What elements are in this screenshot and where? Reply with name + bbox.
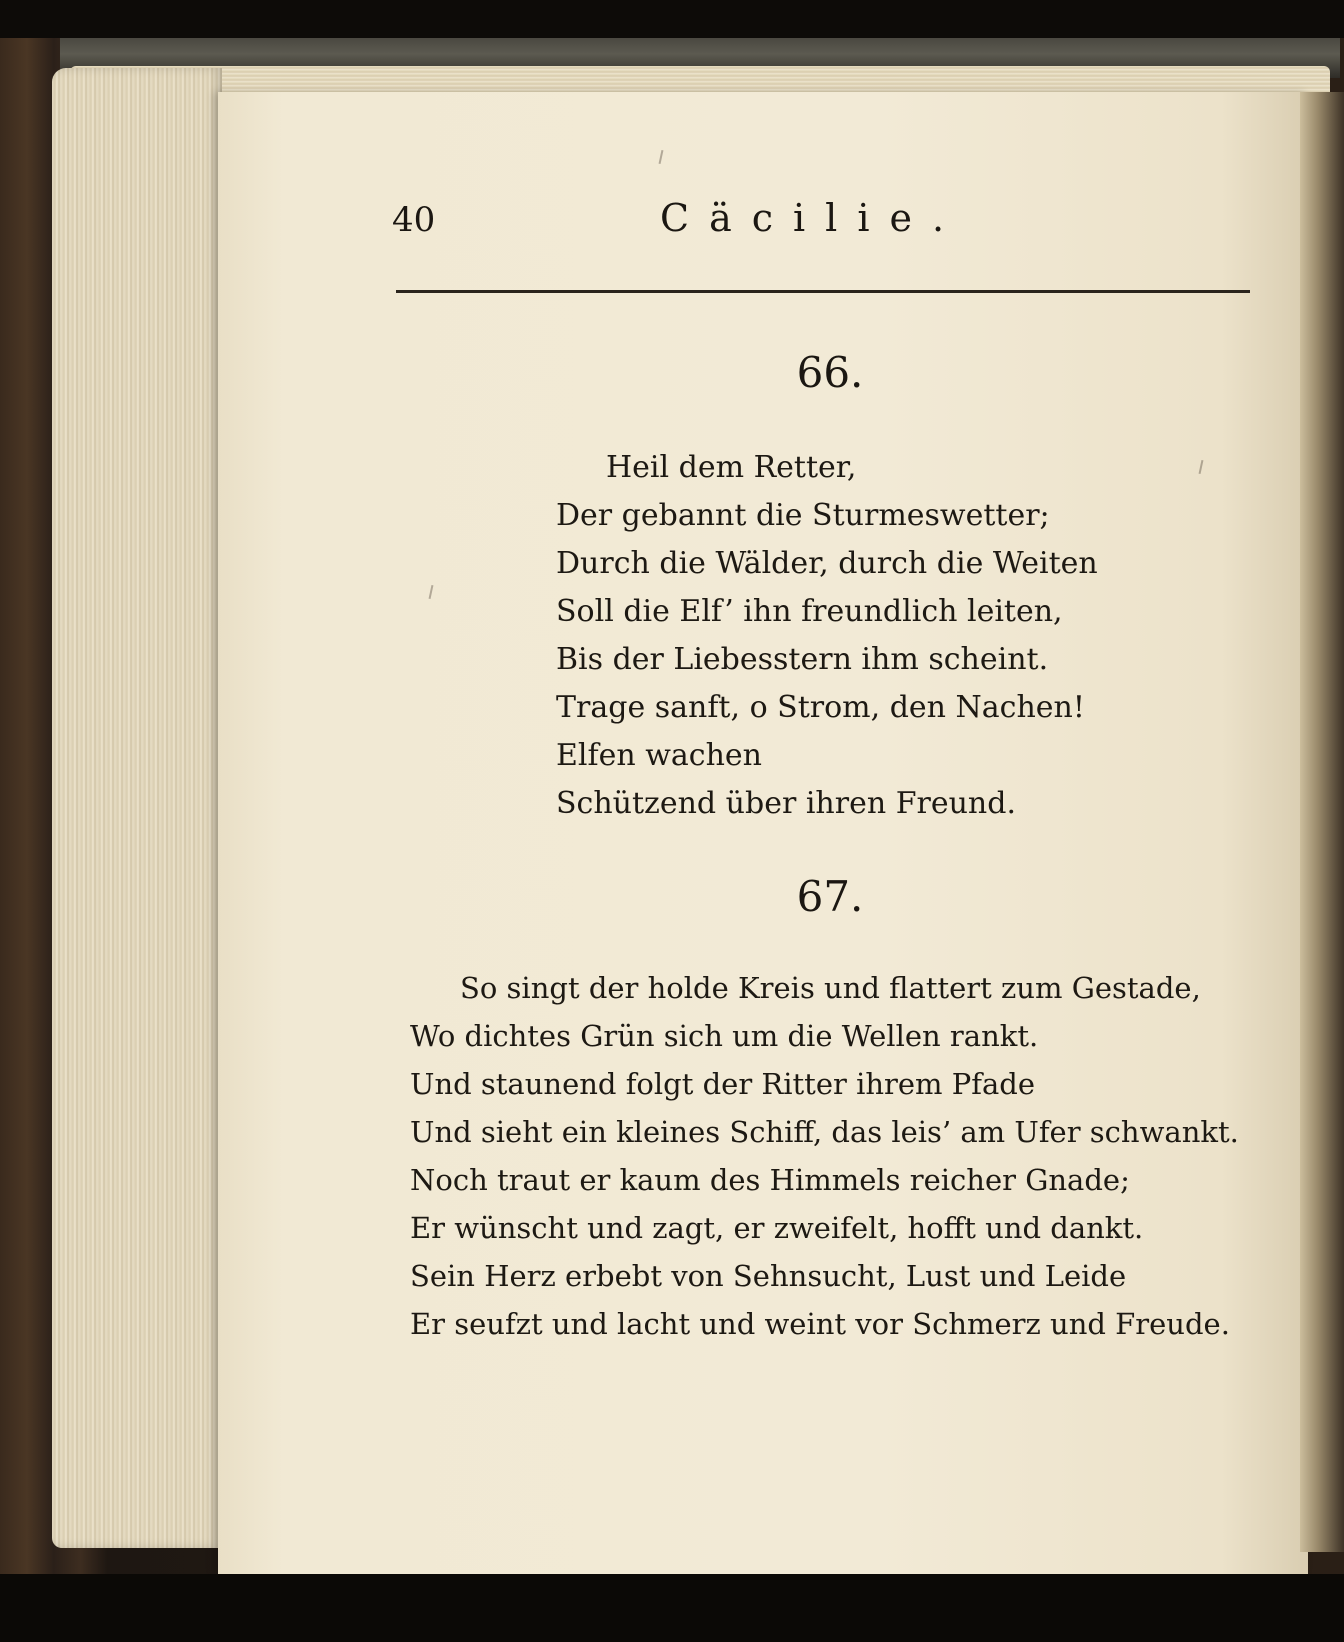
book-page: [218, 92, 1308, 1574]
page-gutter: [1300, 92, 1344, 1552]
verse-line: Noch traut er kaum des Himmels reicher Gnade;: [410, 1163, 1130, 1197]
verse-line: Bis der Liebesstern ihm scheint.: [556, 642, 1049, 677]
header-rule: [396, 290, 1250, 293]
verse-line: Durch die Wälder, durch die Weiten: [556, 546, 1098, 581]
bottom-shadow: [0, 1574, 1344, 1642]
section-number-66: 66.: [796, 348, 864, 397]
page-stack-left-edge: [52, 68, 222, 1548]
verse-line: Heil dem Retter,: [606, 450, 857, 485]
verse-line: Und staunend folgt der Ritter ihrem Pfade: [410, 1067, 1036, 1101]
page-number: 40: [392, 200, 436, 240]
poem-67-verse: [410, 964, 1239, 1348]
verse-line: Elfen wachen: [556, 738, 762, 773]
poem-66-verse: [556, 444, 1098, 828]
verse-line: Soll die Elf’ ihn freundlich leiten,: [556, 594, 1063, 629]
verse-line: So singt der holde Kreis und flattert zum Gestade,: [460, 971, 1201, 1005]
verse-line: Schützend über ihren Freund.: [556, 786, 1016, 821]
verse-line: Wo dichtes Grün sich um die Wellen rankt.: [410, 1019, 1039, 1053]
section-number-67: 67.: [796, 872, 864, 921]
verse-line: Er wünscht und zagt, er zweifelt, hofft und dankt.: [410, 1211, 1144, 1245]
verse-line: Er seufzt und lacht und weint vor Schmerz und Freude.: [410, 1307, 1230, 1341]
verse-line: Trage sanft, o Strom, den Nachen!: [556, 690, 1085, 725]
verse-line: Und sieht ein kleines Schiff, das leis’ am Ufer schwankt.: [410, 1115, 1239, 1149]
verse-line: Sein Herz erbebt von Sehnsucht, Lust und Leide: [410, 1259, 1127, 1293]
verse-line: Der gebannt die Sturmeswetter;: [556, 498, 1050, 533]
running-title: Cäcilie.: [660, 196, 965, 240]
